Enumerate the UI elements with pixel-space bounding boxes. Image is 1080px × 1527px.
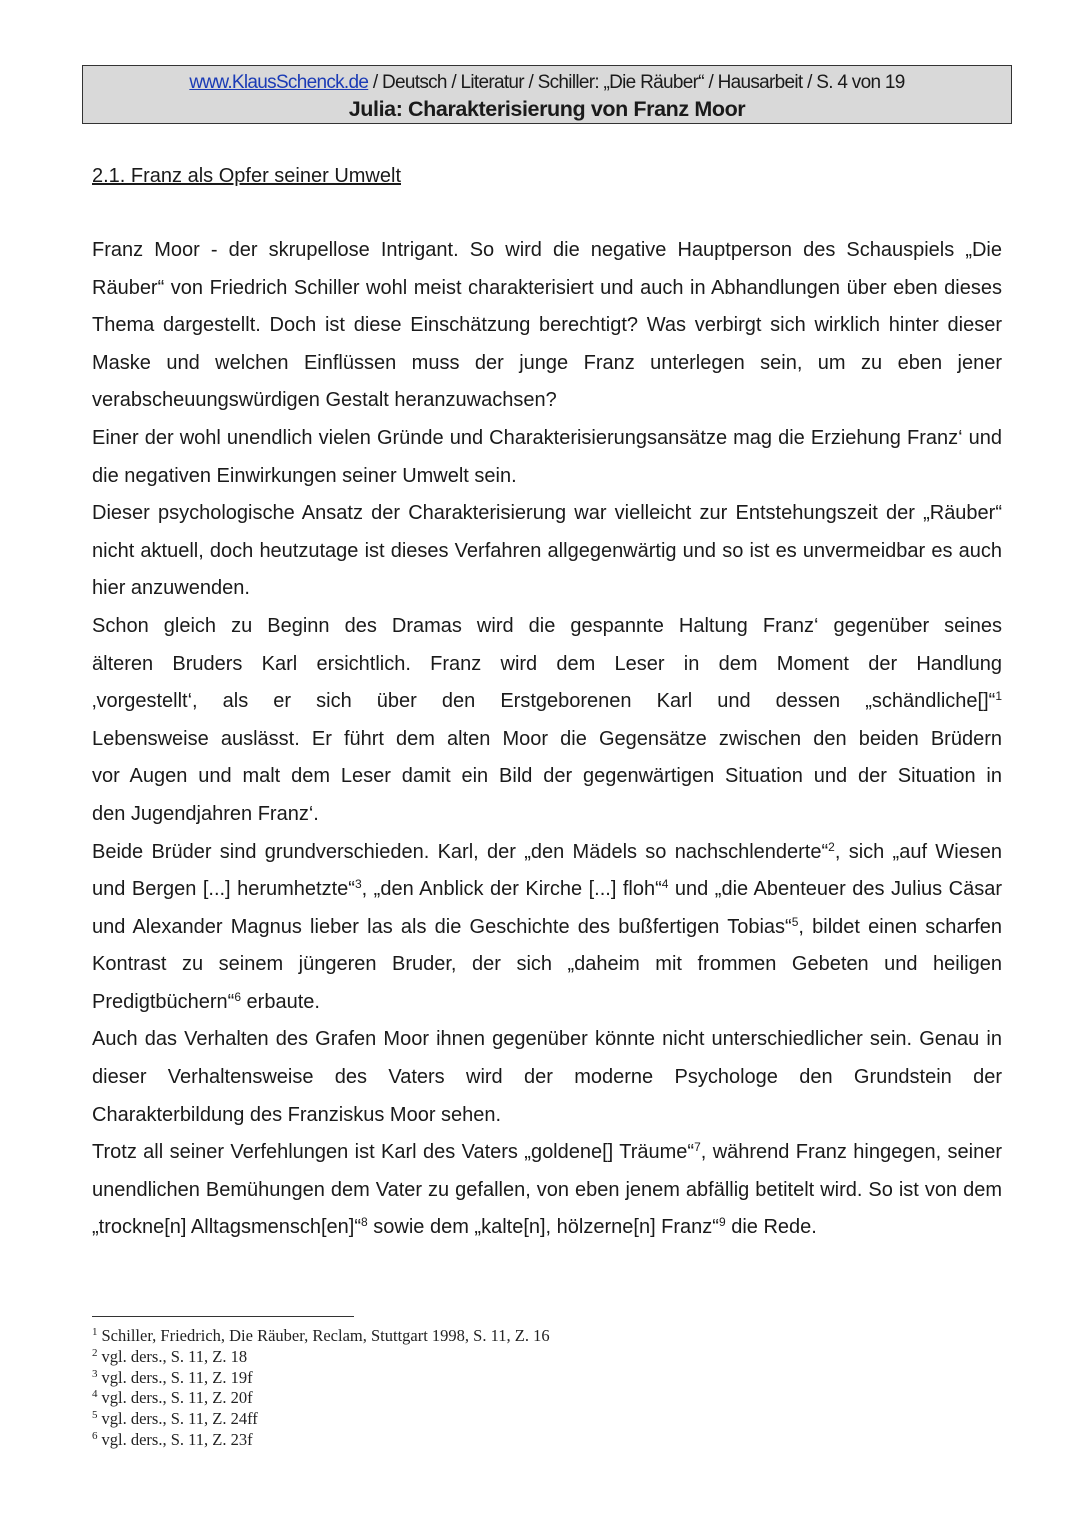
paragraph-1: Franz Moor - der skrupellose Intrigant. So wird die negative Hauptperson des Schauspiels „Die Räuber“ von Friedrich Schiller wohl meist charakterisiert und auch in Abhandlungen über eben dieses Thema dargestellt. Doch ist diese Einschätzung berechtigt? Was verbirgt sich wirklich hinter dieser Maske und welchen Einflüssen muss der junge Franz unterlegen sein, um zu eben jener verabscheuungswürdigen Gestalt heranzuwachsen? — [92, 239, 1002, 412]
paragraph-4-line: älteren Bruders Karl ersichtlich. Franz wird dem Leser in dem Moment der Handlung — [92, 652, 1002, 675]
footnote-ref-6: 6 — [234, 989, 241, 1004]
paragraph-4-line: Lebensweise auslässt. Er führt dem alten Moor die Gegensätze zwischen den beiden Brüdern — [92, 727, 1002, 750]
footnote-number: 2 — [92, 1346, 98, 1359]
footnote — [92, 1430, 550, 1451]
footnote-text: Schiller, Friedrich, Die Räuber, Reclam, Stuttgart 1998, S. 11, Z. 16 — [101, 1326, 550, 1345]
footnote-text: vgl. ders., S. 11, Z. 18 — [101, 1346, 248, 1366]
paragraph-5-text: Beide Brüder sind grundverschieden. Karl, der „den Mädels so nachschlenderte“ — [92, 840, 829, 863]
footnote-ref-3: 3 — [354, 877, 362, 892]
paragraph-5-text: , sich „auf Wiesen und Bergen [...] herumhetzte“ — [92, 840, 1003, 901]
footnote-number: 4 — [92, 1388, 98, 1401]
footnote-number: 1 — [92, 1326, 98, 1338]
footnote — [92, 1347, 550, 1368]
footnote-number: 6 — [92, 1429, 98, 1442]
paragraph-7-text: Trotz all seiner Verfehlungen ist Karl des Vaters „goldene[] Träume“ — [92, 1141, 695, 1164]
paragraph-7-text: sowie dem „kalte[n], hölzerne[n] Franz“ — [367, 1216, 719, 1239]
footnote-text: vgl. ders., S. 11, Z. 20f — [101, 1388, 253, 1408]
footnote-ref-1: 1 — [995, 689, 1002, 704]
footnote — [92, 1368, 550, 1389]
paragraph-7-text: die Rede. — [725, 1216, 817, 1239]
paragraph-4 — [92, 608, 1002, 834]
paragraph-5-text: , „den Anblick der Kirche [...] floh“ — [361, 878, 662, 901]
footnote-number: 3 — [92, 1367, 98, 1380]
paragraph-5-text: und „die Abenteuer des Julius Cäsar und Alexander Magnus lieber las als die Geschichte des bußfertigen Tobias“ — [92, 878, 1002, 938]
footnote-ref-7: 7 — [694, 1140, 701, 1155]
footnote-ref-2: 2 — [828, 839, 835, 854]
footnote — [92, 1326, 550, 1347]
header-breadcrumb-line — [83, 70, 1011, 96]
paragraph-4-line: vor Augen und malt dem Leser damit ein Bild der gegenwärtigen Situation und der Situation in — [92, 765, 1002, 788]
paragraph-7-text: , während Franz hingegen, seiner unendlichen Bemühungen dem Vater zu gefallen, von eben jenem abfällig betitelt wird. So ist von dem „trockne[n] Alltagsmensch[en]“ — [92, 1141, 1002, 1239]
paragraph-6: Auch das Verhalten des Grafen Moor ihnen gegenüber könnte nicht unterschiedlicher sein. Genau in dieser Verhaltensweise des Vaters wird der moderne Psychologe den Grundstein der Charakterbildung des Franziskus Moor sehen. — [92, 1028, 1002, 1126]
paragraph-7 — [92, 1134, 1002, 1247]
paragraph-4-line — [92, 683, 1002, 721]
paragraph-4-line: Schon gleich zu Beginn des Dramas wird die gespannte Haltung Franz‘ gegenüber seines — [92, 614, 1002, 637]
footnote-ref-5: 5 — [791, 914, 799, 929]
footnote-text: vgl. ders., S. 11, Z. 23f — [101, 1429, 253, 1449]
paragraph-4-text: ‚vorgestellt‘, als er sich über den Erstgeborenen Karl und dessen „schändliche[]“ — [92, 690, 996, 713]
footnote-number: 5 — [92, 1409, 98, 1422]
paragraph-5-text: , bildet einen scharfen Kontrast zu seinem jüngeren Bruder, der sich „daheim mit frommen Gebeten und heiligen Predigtbüchern“ — [92, 915, 1002, 1013]
footnote-ref-8: 8 — [361, 1215, 368, 1230]
document-title: Julia: Charakterisierung von Franz Moor — [348, 97, 746, 121]
paragraph-5 — [92, 834, 1002, 1022]
footnote-ref-9: 9 — [718, 1215, 726, 1230]
footnote-separator — [92, 1316, 354, 1317]
paragraph-2: Einer der wohl unendlich vielen Gründe und Charakterisierungsansätze mag die Erziehung Franz‘ und die negativen Einwirkungen seiner Umwelt sein. — [92, 426, 1002, 487]
footnote — [92, 1409, 550, 1430]
header-breadcrumb: / Deutsch / Literatur / Schiller: „Die Räuber“ / Hausarbeit / S. 4 von 19 — [368, 72, 905, 93]
klausschenck-link[interactable]: www.KlausSchenck.de — [189, 72, 369, 93]
paragraph-3: Dieser psychologische Ansatz der Charakterisierung war vielleicht zur Entstehungszeit der „Räuber“ nicht aktuell, doch heutzutage ist dieses Verfahren allgegenwärtig und so ist es unvermeidbar es auch hier anzuwenden. — [92, 502, 1002, 600]
paragraph-4-line: den Jugendjahren Franz‘. — [92, 802, 319, 825]
paragraph-5-text: erbaute. — [241, 990, 320, 1013]
body-text — [92, 232, 1002, 1247]
footnotes — [92, 1326, 550, 1451]
section-heading: 2.1. Franz als Opfer seiner Umwelt — [92, 165, 401, 187]
footnote-text: vgl. ders., S. 11, Z. 19f — [101, 1367, 253, 1387]
footnote-ref-4: 4 — [661, 877, 669, 892]
page-header — [82, 65, 1012, 124]
footnote-text: vgl. ders., S. 11, Z. 24ff — [101, 1409, 258, 1429]
footnote — [92, 1388, 550, 1409]
